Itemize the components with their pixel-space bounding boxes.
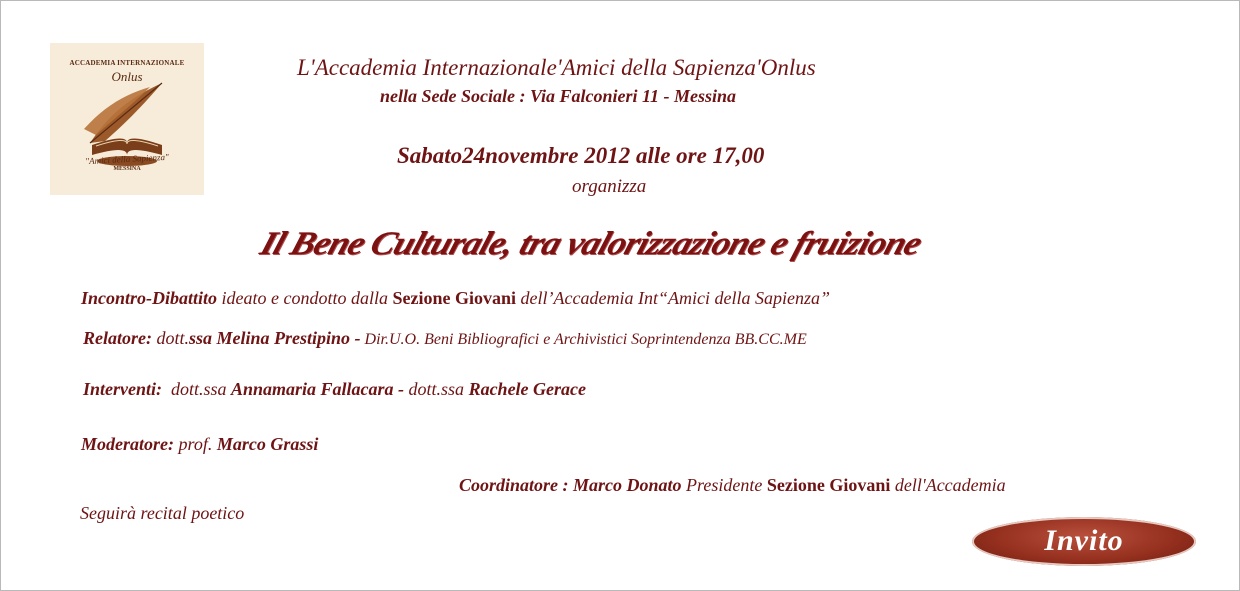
incontro-label: Incontro-Dibattito <box>81 288 218 308</box>
incontro-line <box>81 288 830 309</box>
quill-book-icon <box>50 43 204 195</box>
moderatore-name: Marco Grassi <box>216 434 319 454</box>
interventi-name-2: Rachele Gerace <box>468 379 587 399</box>
interventi-text-1: dott.ssa <box>162 379 232 399</box>
logo-motto: "Amici della Sapienza" <box>85 151 169 167</box>
relatore-title: dott. <box>152 328 190 348</box>
relatore-name: ssa Melina Prestipino - <box>189 328 361 348</box>
event-title: Il Bene Culturale, tra valorizzazione e fruizione <box>256 224 927 262</box>
invito-label: Invito <box>1044 524 1124 557</box>
coordinatore-section: Sezione Giovani <box>766 475 891 495</box>
invito-badge[interactable] <box>972 517 1196 566</box>
recital-note: Seguirà recital poetico <box>80 503 245 523</box>
interventi-line <box>83 379 586 400</box>
incontro-text-2: dell’Accademia Int“Amici della Sapienza” <box>516 288 830 308</box>
academy-logo <box>50 43 204 195</box>
logo-top-text: ACCADEMIA INTERNAZIONALE <box>69 59 185 67</box>
moderatore-label: Moderatore: <box>81 434 174 454</box>
interventi-text-2: dott.ssa <box>404 379 469 399</box>
academy-name: L'Accademia Internazionale'Amici della Sapienza'Onlus <box>297 55 816 80</box>
coordinatore-text-1: Presidente <box>681 475 767 495</box>
logo-city: MESSINA <box>113 166 141 172</box>
relatore-label: Relatore: <box>83 328 152 348</box>
coordinatore-line <box>459 475 1006 496</box>
organizza-text: organizza <box>572 176 647 197</box>
interventi-name-1: Annamaria Fallacara - <box>231 379 405 399</box>
relatore-line <box>83 328 807 349</box>
moderatore-line <box>81 434 318 455</box>
logo-onlus-text: Onlus <box>111 69 143 84</box>
interventi-label: Interventi: <box>83 379 162 399</box>
moderatore-title: prof. <box>174 434 217 454</box>
incontro-section: Sezione Giovani <box>392 288 517 308</box>
coordinatore-label: Coordinatore : Marco Donato <box>459 475 682 495</box>
relatore-role: Dir.U.O. Beni Bibliografici e Archivistici Soprintendenza BB.CC.ME <box>360 331 807 348</box>
venue-address: nella Sede Sociale : Via Falconieri 11 - Messina <box>380 86 737 106</box>
event-date: Sabato24novembre 2012 alle ore 17,00 <box>397 143 765 168</box>
coordinatore-text-2: dell'Accademia <box>890 475 1006 495</box>
incontro-text-1: ideato e condotto dalla <box>217 288 393 308</box>
